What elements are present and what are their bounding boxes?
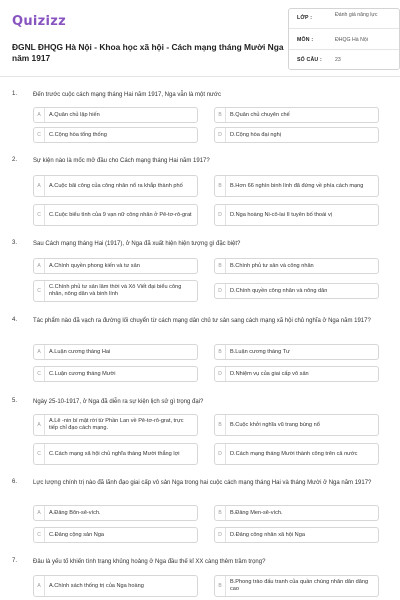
question-text: Sau Cách mạng tháng Hai (1917), ở Nga đã xuất hiện hiện tượng gì đặc biệt?	[33, 241, 241, 247]
option-letter: B	[215, 345, 226, 359]
option-letter: C	[34, 205, 45, 225]
option-text: B.Chính phủ tư sản và công nhân	[230, 262, 314, 269]
option-letter: C	[34, 367, 45, 381]
worksheet-meta-box	[288, 8, 400, 70]
option-d[interactable]	[214, 527, 379, 543]
option-text: A.Chính sách thống trị của Nga hoàng	[49, 582, 144, 589]
option-letter: B	[215, 506, 226, 520]
question-text: Sự kiện nào là mốc mở đầu cho Cách mạng tháng Hai năm 1917?	[33, 158, 210, 164]
class-label: LỚP :	[297, 15, 313, 21]
option-c[interactable]	[33, 366, 198, 382]
option-letter: A	[34, 259, 45, 273]
option-text: C.Cộng hòa tổng thống	[49, 131, 107, 138]
question-number: 2.	[12, 157, 18, 163]
option-letter: D	[215, 205, 226, 225]
question-text: Ngày 25-10-1917, ở Nga đã diễn ra sự kiện lịch sử gì trọng đại?	[33, 399, 204, 405]
option-letter: C	[34, 281, 45, 301]
worksheet-title: ĐGNL ĐHQG Hà Nội - Khoa học xã hội - Cách mạng tháng Mười Nga năm 1917	[12, 42, 284, 63]
option-letter: A	[34, 576, 45, 596]
option-letter: D	[215, 444, 226, 464]
option-b[interactable]	[214, 575, 379, 597]
option-b[interactable]	[214, 175, 379, 197]
question-text: Tác phẩm nào đã vạch ra đường lối chuyển từ cách mạng dân chủ tư sản sang cách mạng xã hội chủ nghĩa ở Nga năm 1917?	[33, 318, 371, 324]
option-c[interactable]	[33, 204, 198, 226]
option-text: B.Hơn 66 nghìn binh lính đã đứng về phía cách mạng	[230, 182, 364, 189]
option-text: B.Luận cương tháng Tư	[230, 348, 290, 355]
option-text: B.Cuộc khởi nghĩa vũ trang bùng nổ	[230, 421, 320, 428]
option-text: D.Chính quyền công nhân và nông dân	[230, 287, 328, 294]
option-text: D.Cộng hòa đại nghị	[230, 131, 282, 138]
option-letter: D	[215, 128, 226, 142]
option-letter: D	[215, 284, 226, 298]
question-text: Lực lượng chính trị nào đã lãnh đạo giai cấp vô sản Nga trong hai cuộc cách mạng tháng Hai và tháng Mười ở Nga năm 1917?	[33, 480, 372, 486]
option-letter: D	[215, 367, 226, 381]
option-a[interactable]	[33, 414, 198, 436]
option-a[interactable]	[33, 258, 198, 274]
option-text: A.Cuộc bãi công của công nhân nổ ra khắp thành phố	[49, 182, 183, 189]
option-a[interactable]	[33, 175, 198, 197]
option-letter: B	[215, 576, 226, 596]
option-text: A.Đảng Bôn-sê-vích.	[49, 509, 101, 516]
count-label: SỐ CÂU :	[297, 57, 322, 63]
option-b[interactable]	[214, 344, 379, 360]
option-c[interactable]	[33, 527, 198, 543]
quizizz-logo: Quizizz	[12, 14, 67, 29]
option-letter: C	[34, 444, 45, 464]
option-text: D.Cách mạng tháng Mười thành công trên cả nước	[230, 450, 358, 457]
option-b[interactable]	[214, 414, 379, 436]
option-a[interactable]	[33, 107, 198, 123]
option-letter: B	[215, 415, 226, 435]
question-number: 3.	[12, 240, 18, 246]
meta-row-subject	[289, 30, 399, 50]
option-text: D.Nga hoàng Ni-cô-lai II tuyên bố thoái vị	[230, 211, 332, 218]
option-d[interactable]	[214, 443, 379, 465]
option-b[interactable]	[214, 258, 379, 274]
option-d[interactable]	[214, 204, 379, 226]
meta-row-class	[289, 9, 399, 29]
option-d[interactable]	[214, 127, 379, 143]
option-text: B.Đảng Men-sê-vích.	[230, 509, 283, 516]
option-letter: D	[215, 528, 226, 542]
subject-value: ĐHQG Hà Nội	[335, 37, 368, 43]
option-letter: B	[215, 259, 226, 273]
meta-row-count	[289, 50, 399, 70]
option-d[interactable]	[214, 366, 379, 382]
question-number: 5.	[12, 398, 18, 404]
option-text: C.Cuộc biểu tình của 9 vạn nữ công nhân ở Pê-tơ-rô-grat	[49, 211, 192, 218]
option-a[interactable]	[33, 575, 198, 597]
option-text: C.Đảng cộng sản Nga	[49, 531, 105, 538]
option-a[interactable]	[33, 344, 198, 360]
question-number: 6.	[12, 479, 18, 485]
question-text: Đâu là yếu tố khiến tình trạng khủng hoảng ở Nga đầu thế kỉ XX càng thêm trầm trọng?	[33, 559, 266, 565]
count-value: 23	[335, 57, 341, 63]
option-letter: A	[34, 176, 45, 196]
option-b[interactable]	[214, 107, 379, 123]
option-c[interactable]	[33, 280, 198, 302]
question-number: 7.	[12, 558, 18, 564]
option-letter: A	[34, 506, 45, 520]
option-text: C.Cách mạng xã hội chủ nghĩa tháng Mười thắng lợi	[49, 450, 180, 457]
option-letter: A	[34, 108, 45, 122]
option-text: B.Phong trào đấu tranh của quần chúng nhân dân dâng cao	[230, 579, 369, 592]
option-text: A.Lê -nin bí mật rời từ Phần Lan về Pê-tơ-rô-grat, trực tiếp chỉ đạo cách mạng.	[49, 418, 184, 431]
option-letter: A	[34, 345, 45, 359]
option-letter: A	[34, 415, 45, 435]
option-a[interactable]	[33, 505, 198, 521]
question-number: 1.	[12, 91, 18, 97]
option-text: A.Quân chủ lập hiến	[49, 111, 100, 118]
option-text: B.Quân chủ chuyên chế	[230, 111, 290, 118]
question-text: Đến trước cuộc cách mạng tháng Hai năm 1917, Nga vẫn là một nước	[33, 92, 221, 98]
question-number: 4.	[12, 317, 18, 323]
option-d[interactable]	[214, 283, 379, 299]
option-text: C.Luận cương tháng Mười	[49, 370, 116, 377]
option-text: C.Chính phủ tư sản lâm thời và Xô Viết đại biểu công nhân, nông dân và binh lính	[49, 284, 182, 297]
option-letter: B	[215, 176, 226, 196]
option-letter: C	[34, 128, 45, 142]
class-value: Đánh giá năng lực	[335, 12, 378, 18]
option-letter: B	[215, 108, 226, 122]
header-divider	[0, 76, 400, 77]
option-text: D.Đảng công nhân xã hội Nga	[230, 531, 305, 538]
worksheet-header	[10, 8, 392, 68]
option-letter: C	[34, 528, 45, 542]
option-c[interactable]	[33, 443, 198, 465]
option-text: D.Nhiệm vụ của giai cấp vô sản	[230, 370, 309, 377]
option-c[interactable]	[33, 127, 198, 143]
subject-label: MÔN :	[297, 37, 314, 43]
option-text: A.Chính quyền phong kiến và tư sản	[49, 262, 140, 269]
option-b[interactable]	[214, 505, 379, 521]
option-text: A.Luận cương tháng Hai	[49, 348, 111, 355]
